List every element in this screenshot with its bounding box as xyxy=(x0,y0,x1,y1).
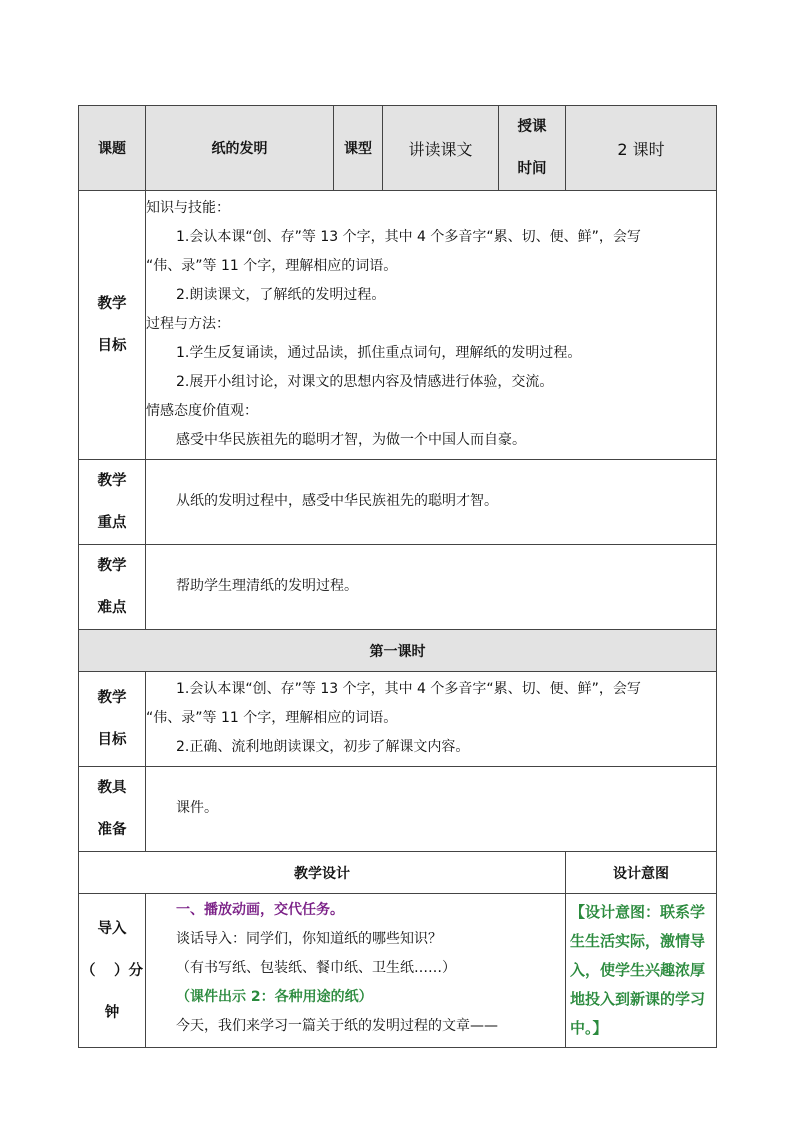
lesson1-title: 第一课时 xyxy=(79,630,717,672)
tools-label xyxy=(79,767,146,852)
objectives-s2-line2: 2.展开小组讨论，对课文的思想内容及情感进行体验，交流。 xyxy=(176,374,554,390)
objectives-label-line1: 教学 xyxy=(97,296,127,312)
intro-intent: 【设计意图：联系学生生活实际，激情导入，使学生兴趣浓厚地投入到新课的学习中。】 xyxy=(566,894,717,1048)
lesson1-objectives-line3: 2.正确、流利地朗读课文，初步了解课文内容。 xyxy=(176,739,470,755)
header-row xyxy=(79,106,717,191)
key-points-label xyxy=(79,460,146,545)
intro-heading: 一、播放动画，交代任务。 xyxy=(176,902,344,918)
lesson1-objectives-label-line1: 教学 xyxy=(97,690,127,706)
design-header-row xyxy=(79,852,717,894)
key-points-label-line1: 教学 xyxy=(97,473,127,489)
type-label: 课型 xyxy=(334,106,383,191)
difficulties-content xyxy=(146,545,717,630)
difficulties-text: 帮助学生理清纸的发明过程。 xyxy=(176,578,358,594)
key-points-content xyxy=(146,460,717,545)
difficulties-row xyxy=(79,545,717,630)
lesson1-objectives-line1: 1.会认本课“创、存”等 13 个字，其中 4 个多音字“累、切、便、鲜”，会写 xyxy=(176,681,641,697)
intro-line3: （课件出示 2：各种用途的纸） xyxy=(176,989,373,1005)
objectives-s3-title: 情感态度价值观： xyxy=(146,403,258,419)
difficulties-label xyxy=(79,545,146,630)
lesson1-objectives-line2: “伟、录”等 11 个字，理解相应的词语。 xyxy=(146,710,398,726)
intro-content xyxy=(146,894,566,1048)
objectives-s3-line1: 感受中华民族祖先的聪明才智，为做一个中国人而自豪。 xyxy=(176,432,526,448)
lesson1-objectives-label-line2: 目标 xyxy=(97,732,127,748)
intro-line1: 谈话导入：同学们，你知道纸的哪些知识？ xyxy=(176,931,442,947)
time-label-line1: 授课 xyxy=(517,119,547,135)
design-col-teaching: 教学设计 xyxy=(79,852,566,894)
objectives-s2-title: 过程与方法： xyxy=(146,316,230,332)
key-points-text: 从纸的发明过程中，感受中华民族祖先的聪明才智。 xyxy=(176,493,498,509)
time-value: 2 课时 xyxy=(566,106,717,191)
key-points-row xyxy=(79,460,717,545)
objectives-row xyxy=(79,191,717,460)
topic-value: 纸的发明 xyxy=(146,106,334,191)
lesson1-objectives-content xyxy=(146,672,717,767)
tools-content xyxy=(146,767,717,852)
tools-row xyxy=(79,767,717,852)
tools-label-line1: 教具 xyxy=(97,780,127,796)
time-label xyxy=(499,106,566,191)
intro-label-minutes: ）分 xyxy=(114,962,143,979)
objectives-content xyxy=(146,191,717,460)
lesson-plan-table xyxy=(78,105,717,1048)
intro-line4: 今天，我们来学习一篇关于纸的发明过程的文章—— xyxy=(176,1018,498,1034)
intro-label-line3: 钟 xyxy=(104,1004,120,1021)
type-value: 讲读课文 xyxy=(383,106,499,191)
intro-row xyxy=(79,894,717,1048)
intro-label-line2 xyxy=(79,950,145,992)
difficulties-label-line1: 教学 xyxy=(97,558,127,574)
lesson1-title-row xyxy=(79,630,717,672)
tools-text: 课件。 xyxy=(176,800,218,816)
objectives-label-line2: 目标 xyxy=(97,338,127,354)
objectives-s2-line1: 1.学生反复诵读，通过品读，抓住重点词句，理解纸的发明过程。 xyxy=(176,345,582,361)
objectives-s1-line1: 1.会认本课“创、存”等 13 个字，其中 4 个多音字“累、切、便、鲜”，会写 xyxy=(176,229,641,245)
lesson1-objectives-label xyxy=(79,672,146,767)
intro-label xyxy=(79,894,146,1048)
objectives-s1-line3: 2.朗读课文，了解纸的发明过程。 xyxy=(176,287,386,303)
objectives-label xyxy=(79,191,146,460)
difficulties-label-line2: 难点 xyxy=(97,600,127,616)
intro-line2: （有书写纸、包装纸、餐巾纸、卫生纸……） xyxy=(176,960,456,976)
key-points-label-line2: 重点 xyxy=(97,515,127,531)
lesson-plan-sheet xyxy=(78,105,716,1048)
intro-label-line1: 导入 xyxy=(97,920,127,937)
objectives-s1-line2: “伟、录”等 11 个字，理解相应的词语。 xyxy=(146,258,398,274)
tools-label-line2: 准备 xyxy=(97,822,127,838)
time-label-line2: 时间 xyxy=(517,161,547,177)
objectives-s1-title: 知识与技能： xyxy=(146,200,230,216)
lesson1-objectives-row xyxy=(79,672,717,767)
design-col-intent: 设计意图 xyxy=(566,852,717,894)
intro-label-paren: （ xyxy=(81,962,96,979)
topic-label: 课题 xyxy=(79,106,146,191)
